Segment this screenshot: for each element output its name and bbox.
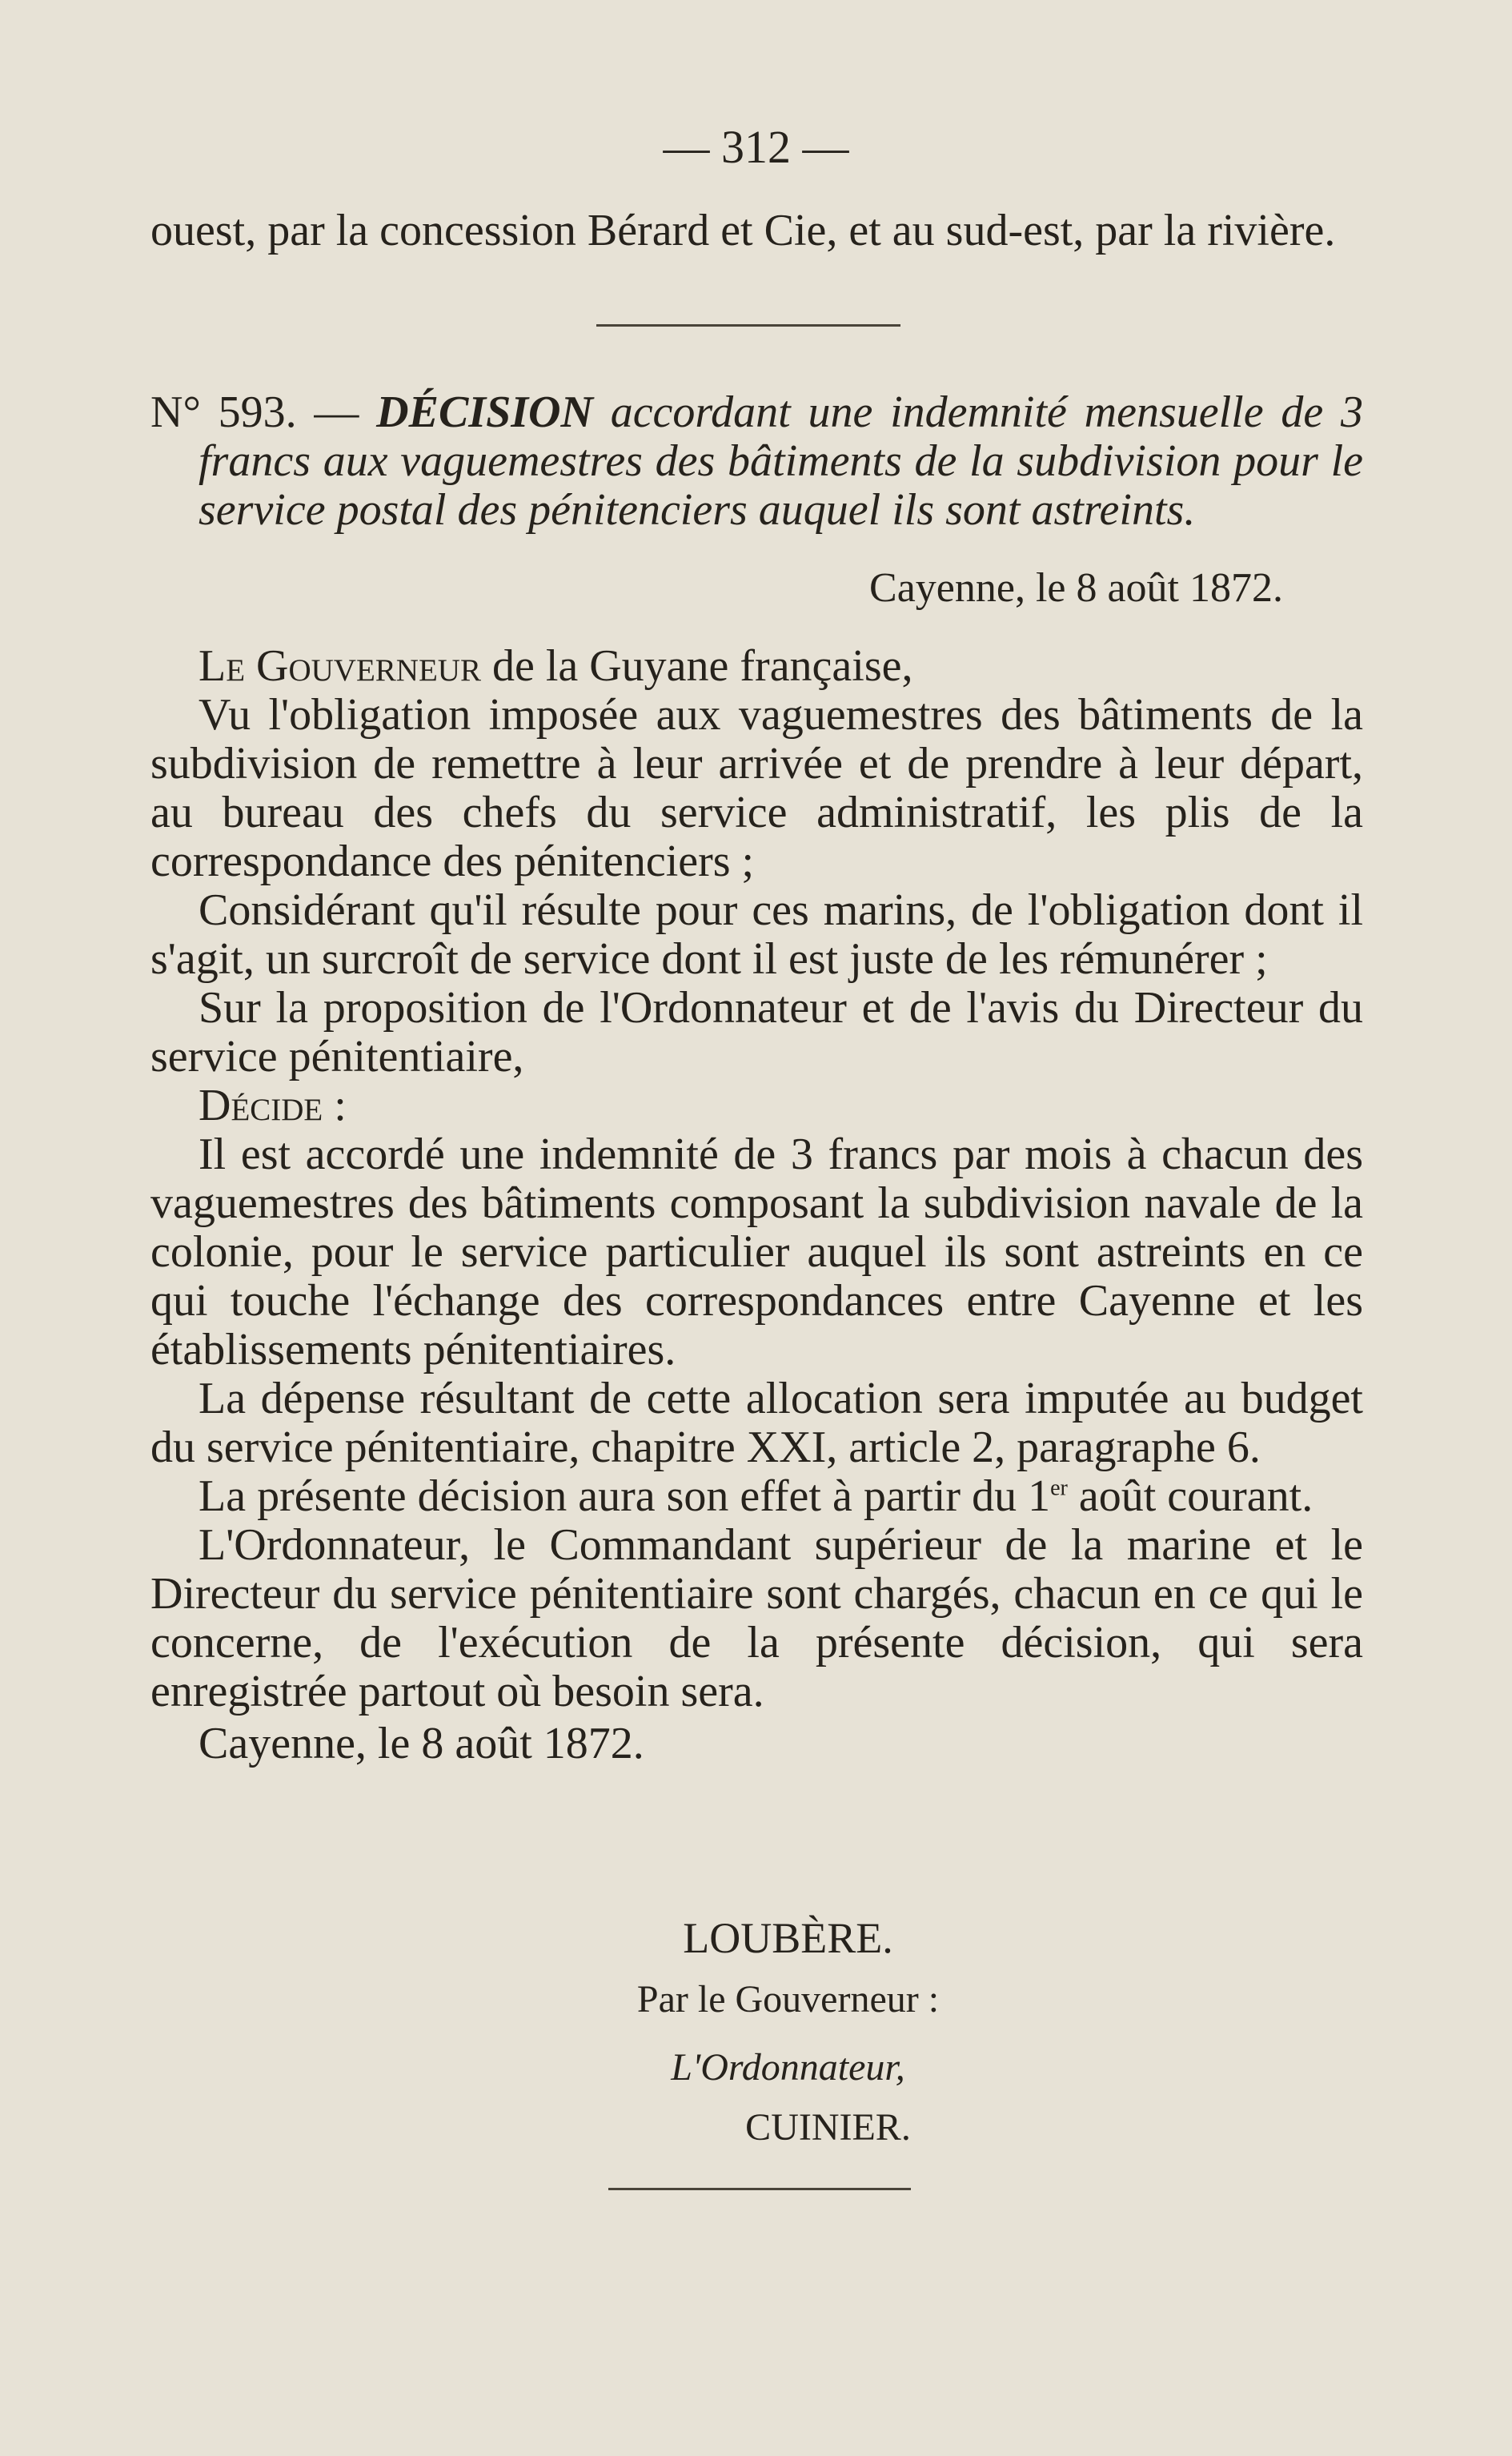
proposition-paragraph: Sur la proposition de l'Ordonnateur et de l'avis du Directeur du service pénitentiaire,	[150, 983, 1363, 1082]
gouverneur-title: Le Gouverneur	[199, 641, 481, 691]
page-number: — 312 —	[663, 121, 849, 173]
considerant-paragraph: Considérant qu'il résulte pour ces marins, de l'obligation dont il s'agit, un surcroît de service dont il est juste de les rémunérer ;	[150, 885, 1363, 984]
decision-dash: —	[296, 387, 377, 437]
decision-kind: DÉCISION	[376, 387, 593, 437]
continuation-paragraph: ouest, par la concession Bérard et Cie, et au sud-est, par la rivière.	[150, 206, 1336, 255]
separator-rule-bottom	[608, 2188, 911, 2190]
article-1: Il est accordé une indemnité de 3 francs par mois à chacun des vaguemestres des bâtiments composant la subdivision navale de la colonie, pour le service particulier auquel ils sont astreints en ce qui touche l'échange des correspondances entre Cayenne et les établissements pénitentiaires.	[150, 1130, 1363, 1374]
signature-role: L'Ordonnateur,	[671, 2046, 905, 2089]
decide-heading: Décide :	[199, 1081, 347, 1130]
signature-name: LOUBÈRE.	[683, 1914, 893, 1962]
continuation-text	[150, 207, 1363, 255]
decision-header	[150, 388, 1363, 535]
closing-date: Cayenne, le 8 août 1872.	[199, 1719, 644, 1768]
gouverneur-line	[150, 642, 1363, 691]
decision-body	[150, 642, 1363, 1768]
place-date: Cayenne, le 8 août 1872.	[869, 565, 1283, 611]
decision-title	[150, 388, 1363, 535]
vu-paragraph: Vu l'obligation imposée aux vaguemestres des bâtiments de la subdivision de remettre à leur arrivée et de prendre à leur départ, au bureau des chefs du service administratif, les plis de la correspondance des pénitenciers ;	[150, 690, 1363, 886]
countersign-name: CUINIER.	[745, 2106, 911, 2149]
signature-par: Par le Gouverneur :	[636, 1978, 940, 2021]
gouverneur-rest: de la Guyane française,	[480, 641, 913, 691]
article-3: La présente décision aura son effet à partir du 1er août courant.	[199, 1471, 1313, 1521]
decision-number: N° 593.	[150, 387, 297, 437]
separator-rule-top	[596, 324, 900, 327]
article-4: L'Ordonnateur, le Commandant supérieur de la marine et le Directeur du service pénitentiaire sont chargés, chacun en ce qui le concerne, de l'exécution de la présente décision, qui sera enregistrée partout où besoin sera.	[150, 1520, 1363, 1716]
decision-title-text: accordant une indemnité mensuelle de 3 francs aux vaguemestres des bâtiments de la subdivision pour le service postal des pénitenciers auquel ils sont astreints.	[199, 387, 1363, 535]
article-2: La dépense résultant de cette allocation sera imputée au budget du service pénitentiaire, chapitre XXI, article 2, paragraphe 6.	[150, 1374, 1363, 1472]
place-date-block	[150, 564, 1363, 612]
